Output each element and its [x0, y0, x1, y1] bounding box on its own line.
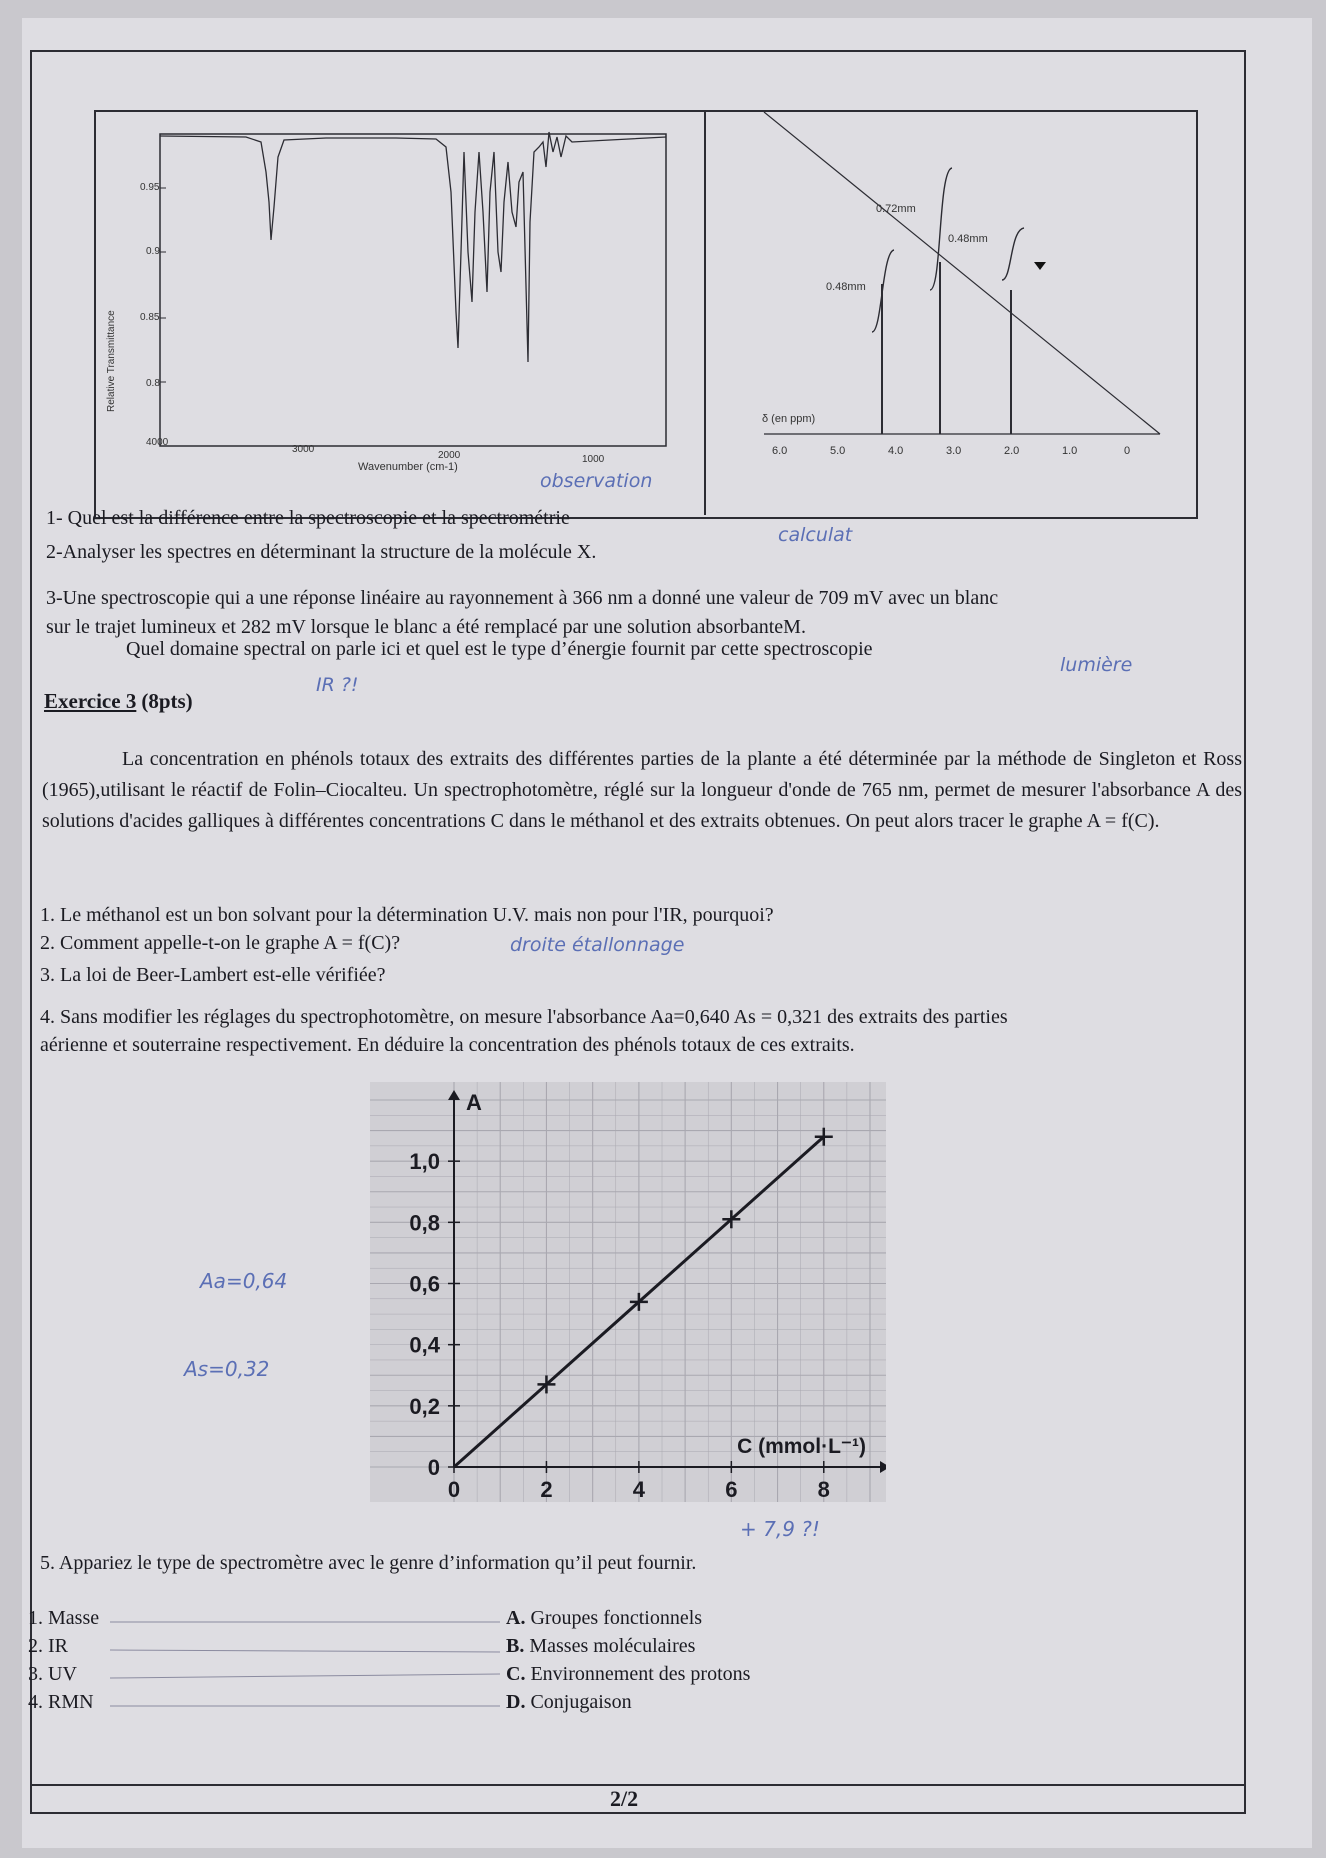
x-tick-label: 2: [540, 1477, 553, 1502]
ir-xtick: 4000: [146, 437, 169, 448]
nmr-integral: 0.72mm: [876, 203, 916, 215]
exercise-points: (8pts): [141, 689, 193, 713]
question-3: 3-Une spectroscopie qui a une réponse linéaire au rayonnement à 366 nm a donné une valeur de 709 mV avec un blanc: [46, 587, 999, 609]
handwritten-note: + 7,9 ?!: [740, 1517, 820, 1541]
ex3-question-1: 1. Le méthanol est un bon solvant pour la détermination U.V. mais non pour l'IR, pourquoi?: [40, 904, 774, 926]
nmr-xtick: 3.0: [946, 445, 962, 457]
question-1: 1- Quel est la différence entre la spectroscopie et la spectrométrie: [46, 507, 570, 529]
x-axis-label: C (mmol·L⁻¹): [737, 1435, 866, 1458]
page-number: 2/2: [610, 1786, 639, 1811]
y-tick-label: 1,0: [409, 1149, 440, 1175]
ex3-question-5: 5. Appariez le type de spectromètre avec le genre d’information qu’il peut fournir.: [40, 1552, 697, 1574]
nmr-xtick: 0: [1124, 445, 1131, 457]
question-3-cont: sur le trajet lumineux et 282 mV lorsque le blanc a été remplacé par une solution absorbanteM.: [46, 616, 806, 638]
ir-ytick: 0.9: [146, 246, 160, 257]
ir-ytick: 0.8: [146, 378, 160, 389]
ir-xtick: 1000: [582, 454, 605, 465]
matching-right-item: [506, 1605, 702, 1631]
calibration-graph: [370, 1082, 886, 1502]
matching-left-item: 4. RMN: [28, 1691, 94, 1713]
exercise-paragraph: La concentration en phénols totaux des extraits des différentes parties de la plante a été déterminée par la méthode de Singleton et Ross (1965),utilisant le réactif de Folin–Ciocalteu. Un spectrophotomètre, réglé sur la longueur d'onde de 765 nm, permet de mesurer l'absorbance A des solutions d'acides galliques à différentes concentrations C dans le méthanol et des extraits obtenues. On peut alors tracer le graphe A = f(C).: [42, 748, 1242, 832]
y-tick-label: 0,8: [409, 1210, 440, 1236]
x-tick-label: 0: [447, 1477, 461, 1502]
x-tick-label: 4: [632, 1477, 646, 1502]
ex3-question-2: 2. Comment appelle-t-on le graphe A = f(C)?: [40, 932, 401, 954]
nmr-integral: 0.48mm: [826, 281, 866, 293]
calibration-chart-svg: [370, 1082, 886, 1502]
ir-xtick: 3000: [292, 444, 315, 455]
y-tick-label: 0,2: [409, 1393, 440, 1419]
handwritten-note: observation: [540, 470, 653, 492]
ir-spectrum: [96, 112, 704, 492]
nmr-xtick: 2.0: [1004, 445, 1020, 457]
question-3-cont: Quel domaine spectral on parle ici et quel est le type d’énergie fournit par cette spectroscopie: [126, 638, 873, 660]
ex3-question-4: 4. Sans modifier les réglages du spectrophotomètre, on mesure l'absorbance Aa=0,640 As = 0,321 des extraits des parties: [40, 1006, 1008, 1028]
exercise-heading: [44, 688, 193, 715]
nmr-xtick: 4.0: [888, 445, 904, 457]
y-tick-label: 0,6: [409, 1271, 440, 1297]
ir-ytick: 0.95: [140, 182, 160, 193]
x-tick-label: 6: [725, 1477, 738, 1502]
handwritten-note: calculat: [778, 524, 853, 546]
ir-ytick: 0.85: [140, 312, 160, 323]
x-tick-label: 8: [817, 1477, 830, 1502]
nmr-axis-label: δ (en ppm): [762, 413, 816, 425]
matching-text: Environnement des protons: [530, 1663, 751, 1685]
ir-ylabel: Relative Transmittance: [106, 310, 117, 412]
matching-text: Masses moléculaires: [529, 1635, 696, 1657]
matching-right-item: [506, 1661, 750, 1687]
nmr-xtick: 5.0: [830, 445, 846, 457]
y-tick-label: 0,4: [409, 1332, 440, 1358]
nmr-xtick: 1.0: [1062, 445, 1078, 457]
matching-left-item: 3. UV: [28, 1663, 77, 1685]
matching-right-item: [506, 1689, 632, 1715]
handwritten-note: IR ?!: [316, 674, 359, 696]
ir-xtick: 2000: [438, 450, 461, 461]
matching-text: Groupes fonctionnels: [530, 1607, 703, 1629]
matching-letter: A.: [506, 1607, 526, 1629]
exercise-title: Exercice 3: [44, 689, 137, 713]
nmr-xtick: 6.0: [772, 445, 788, 457]
y-tick-label: 0: [427, 1455, 440, 1480]
matching-left-item: 1. Masse: [28, 1607, 100, 1629]
handwritten-note: As=0,32: [184, 1357, 270, 1381]
ex3-question-4-cont: aérienne et souterraine respectivement. En déduire la concentration des phénols totaux de ces extraits.: [40, 1034, 855, 1056]
handwritten-note: lumière: [1060, 654, 1133, 676]
matching-letter: C.: [506, 1663, 526, 1685]
matching-text: Conjugaison: [530, 1691, 632, 1713]
handwritten-note: droite étallonnage: [510, 934, 685, 956]
nmr-spectrum: [706, 112, 1194, 492]
y-axis-label: A: [466, 1090, 482, 1115]
matching-right-item: [506, 1633, 695, 1659]
nmr-integral: 0.48mm: [948, 233, 988, 245]
matching-letter: D.: [506, 1691, 526, 1713]
match-lines: [100, 1612, 500, 1712]
handwritten-note: Aa=0,64: [200, 1269, 288, 1293]
matching-letter: B.: [506, 1635, 525, 1657]
ir-xlabel: Wavenumber (cm-1): [358, 461, 458, 473]
matching-left-item: 2. IR: [28, 1635, 68, 1657]
ex3-question-3: 3. La loi de Beer-Lambert est-elle vérifiée?: [40, 964, 386, 986]
question-2: 2-Analyser les spectres en déterminant la structure de la molécule X.: [46, 541, 597, 563]
